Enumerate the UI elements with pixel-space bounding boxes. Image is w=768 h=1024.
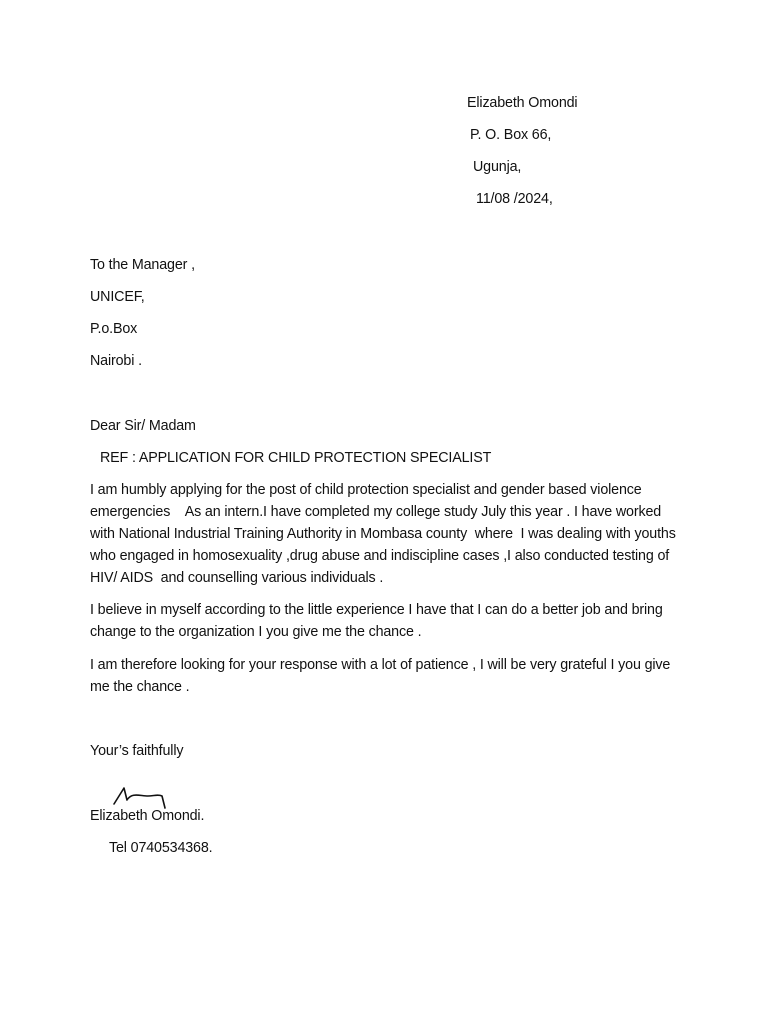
- sender-name: Elizabeth Omondi: [467, 95, 578, 111]
- body-paragraph-1: I am humbly applying for the post of child protection specialist and gender based violence emergencies As an intern.I have completed my college study July this year . I have worked with National Industrial Training Authority in Mombasa county where I was dealing with youths who engaged in homosexuality ,drug abuse and indiscipline cases ,I also conducted testing of HIV/ AIDS and counselling various individuals .: [90, 482, 680, 586]
- signoff-telephone: Tel 0740534368.: [109, 840, 213, 856]
- sender-po-box: P. O. Box 66,: [470, 127, 552, 143]
- letter-date: 11/08 /2024,: [476, 191, 553, 207]
- signoff-name: Elizabeth Omondi.: [90, 808, 205, 824]
- body-paragraph-3: I am therefore looking for your response with a lot of patience , I will be very grateful I you give me the chance .: [90, 657, 675, 695]
- recipient-city: Nairobi .: [90, 353, 142, 369]
- reference-line: REF : APPLICATION FOR CHILD PROTECTION SPECIALIST: [100, 450, 492, 466]
- recipient-org: UNICEF,: [90, 289, 145, 305]
- closing: Your’s faithfully: [90, 743, 184, 759]
- recipient-po-box: P.o.Box: [90, 321, 138, 337]
- sender-town: Ugunja,: [473, 159, 522, 175]
- recipient-title: To the Manager ,: [90, 257, 195, 273]
- salutation: Dear Sir/ Madam: [90, 418, 196, 434]
- body-paragraph-2: I believe in myself according to the little experience I have that I can do a better job and bring change to the organization I you give me the chance .: [90, 602, 667, 640]
